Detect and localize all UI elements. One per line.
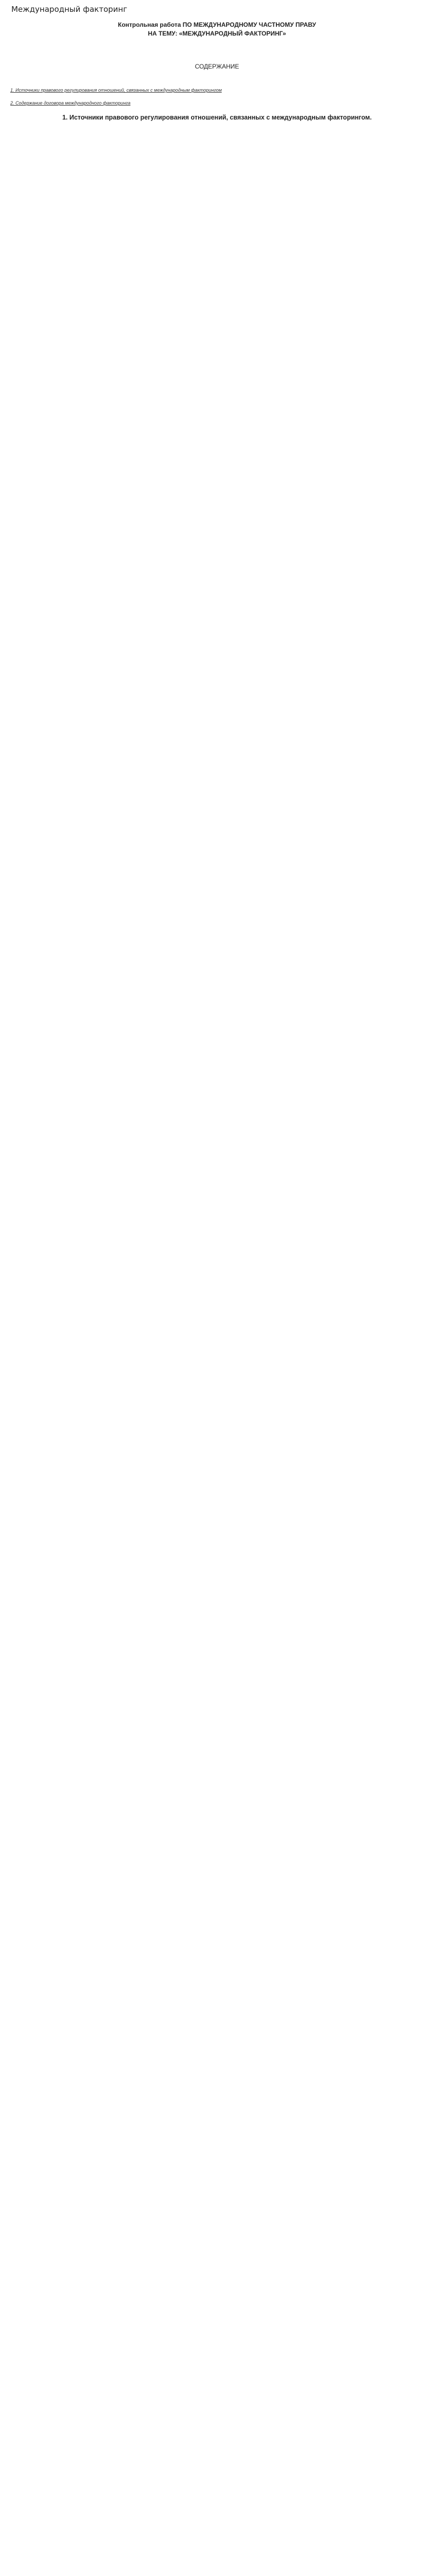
toc-heading: СОДЕРЖАНИЕ <box>195 63 239 71</box>
toc-item-1[interactable]: 1. Источники правового регулирования отношений, связанных с международным факторингом <box>10 87 222 93</box>
section-1-heading: 1. Источники правового регулирования отношений, связанных с международным факторингом. <box>62 113 372 121</box>
document-title <box>10 21 424 38</box>
site-title: Международный факторинг <box>11 5 128 14</box>
toc-item-2[interactable]: 2. Содержание договора международного факторинга <box>10 100 131 106</box>
document-body-gap <box>10 128 424 2576</box>
document-title-line-1: Контрольная работа ПО МЕЖДУНАРОДНОМУ ЧАСТНОМУ ПРАВУ <box>118 21 316 28</box>
document-title-line-2: НА ТЕМУ: «МЕЖДУНАРОДНЫЙ ФАКТОРИНГ» <box>148 29 286 37</box>
